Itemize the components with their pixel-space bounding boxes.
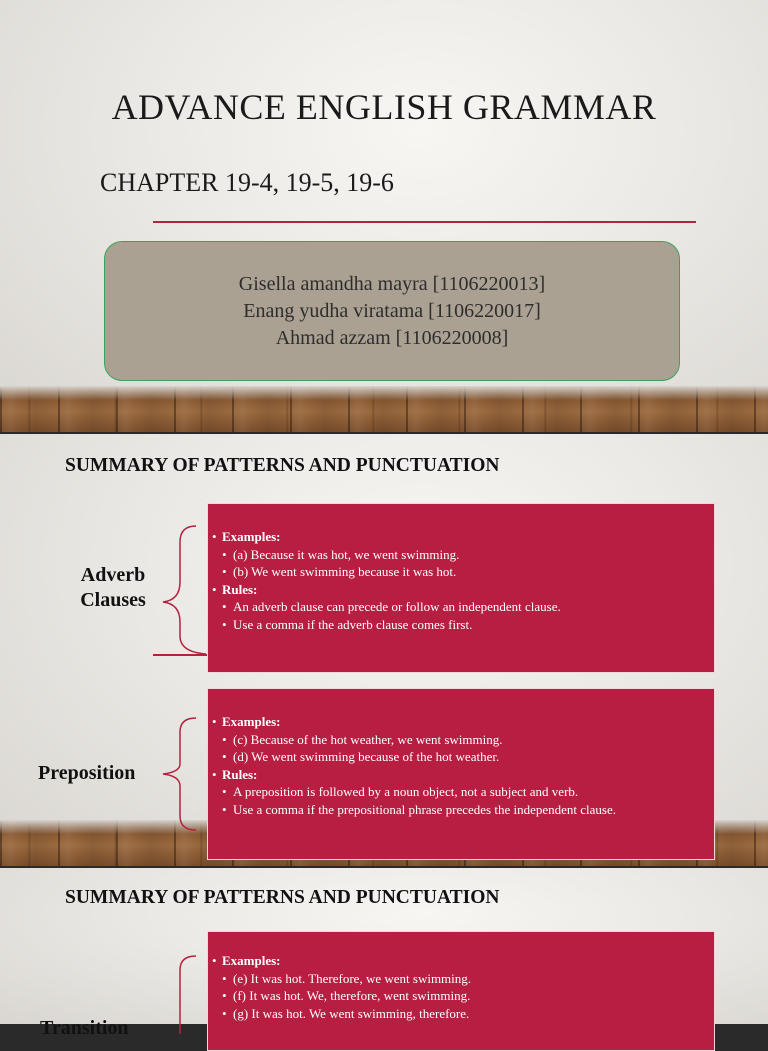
examples-heading: • Examples: [208, 952, 714, 970]
rule-item: • An adverb clause can precede or follow an independent clause. [208, 598, 714, 616]
block-label-adverb-clauses [64, 563, 162, 613]
label-line: Clauses [80, 589, 146, 611]
rules-heading: • Rules: [208, 581, 714, 599]
curly-brace-icon [158, 716, 210, 834]
example-item: • (d) We went swimming because of the hot weather. [208, 748, 714, 766]
block-label-transition: Transition [40, 1017, 129, 1039]
examples-heading: • Examples: [208, 713, 714, 731]
slide-title [0, 0, 768, 432]
curly-brace-icon [158, 524, 210, 659]
section-title: SUMMARY OF PATTERNS AND PUNCTUATION [65, 455, 500, 476]
example-item: • (a) Because it was hot, we went swimming. [208, 546, 714, 564]
adverb-clauses-box [207, 503, 715, 673]
chapter-subtitle: CHAPTER 19-4, 19-5, 19-6 [100, 168, 394, 197]
slide-summary-2 [0, 868, 768, 1039]
rules-heading: • Rules: [208, 766, 714, 784]
authors-box [104, 241, 680, 381]
examples-heading: • Examples: [208, 528, 714, 546]
title-divider [153, 221, 696, 223]
presentation-title: ADVANCE ENGLISH GRAMMAR [111, 87, 657, 127]
example-item: • (g) It was hot. We went swimming, therefore. [208, 1005, 714, 1023]
example-item: • (c) Because of the hot weather, we went swimming. [208, 731, 714, 749]
transition-box [207, 931, 715, 1051]
curly-brace-icon [158, 954, 210, 1034]
author-name: Ahmad azzam [1106220008] [275, 326, 509, 349]
author-name: Enang yudha viratama [1106220017] [243, 299, 541, 322]
slide-summary-1 [0, 434, 768, 866]
example-item: • (b) We went swimming because it was hot. [208, 563, 714, 581]
author-name: Gisella amandha mayra [1106220013] [238, 272, 546, 295]
example-item: • (f) It was hot. We, therefore, went swimming. [208, 987, 714, 1005]
rule-item: • Use a comma if the adverb clause comes first. [208, 616, 714, 634]
preposition-box [207, 688, 715, 860]
wood-floor [0, 386, 768, 432]
rule-item: • Use a comma if the prepositional phrase precedes the independent clause. [208, 801, 714, 819]
example-item: • (e) It was hot. Therefore, we went swimming. [208, 970, 714, 988]
rule-item: • A preposition is followed by a noun object, not a subject and verb. [208, 783, 714, 801]
label-line: Adverb [80, 564, 146, 586]
block-underline [153, 654, 209, 656]
block-label-preposition: Preposition [38, 762, 136, 784]
section-title: SUMMARY OF PATTERNS AND PUNCTUATION [65, 887, 500, 908]
